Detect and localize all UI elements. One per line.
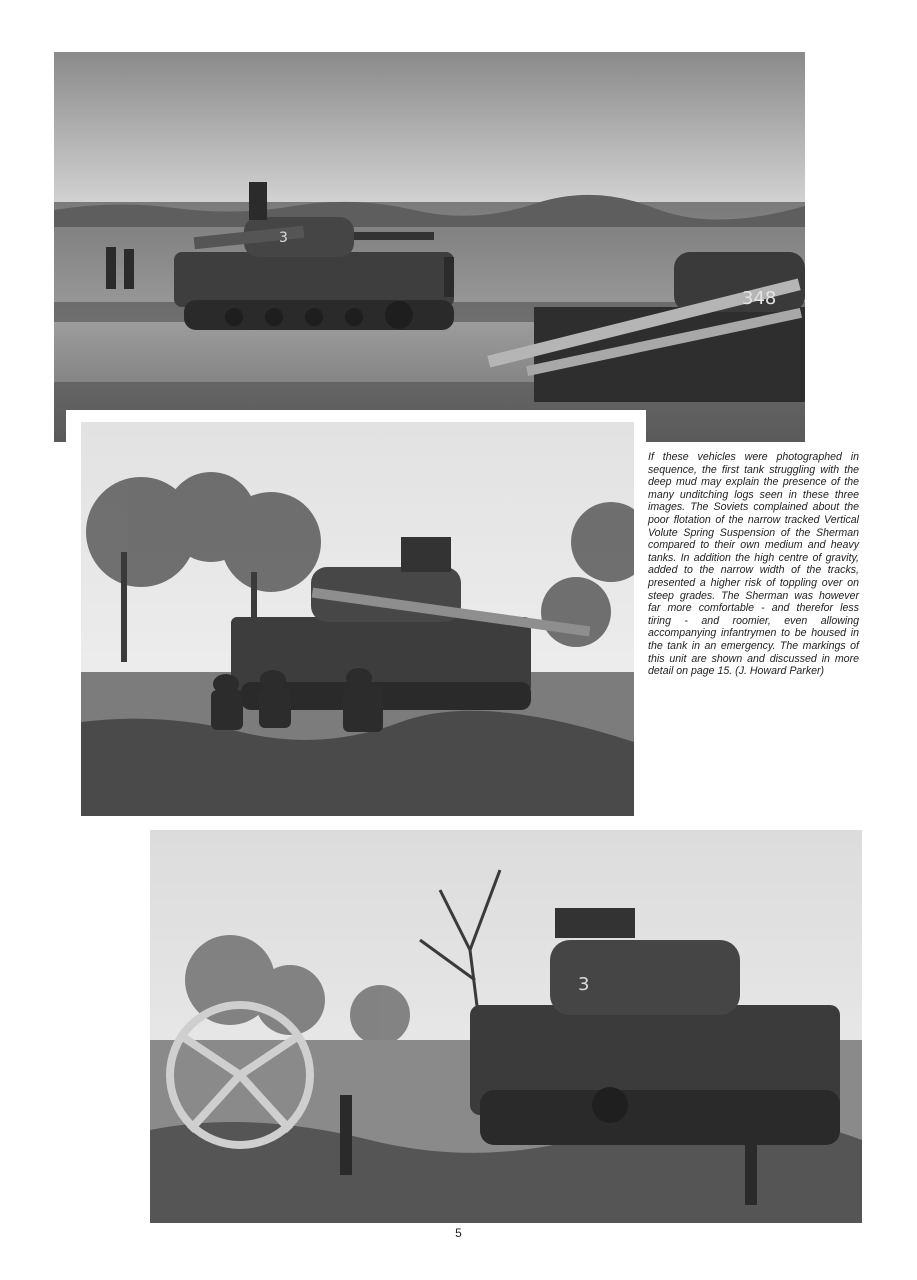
left-turret-number: 3 bbox=[279, 230, 288, 246]
photo-top-shermans-field bbox=[54, 52, 805, 442]
photo-bottom-tank-with-wheel bbox=[150, 830, 862, 1223]
right-turret-number: 348 bbox=[742, 288, 777, 309]
photo-middle-infantry-tank bbox=[81, 422, 634, 816]
photo-caption: If these vehicles were photographed in sequence, the first tank struggling with the deep mud may explain the presence of the many unditching logs seen in these three images. The Soviets complained about the poor flotation of the narrow tracked Vertical Volute Spring Suspension of the Sherman compared to their own medium and heavy tanks. In addition the high centre of gravity, added to the narrow width of the tracks, presented a higher risk of toppling over on steep grades. The Sherman was however far more comfortable - and therefor less tiring - and roomier, even allowing accompanying infantrymen to be housed in the tank in an emergency. The markings of this unit are shown and discussed in more detail on page 15. (J. Howard Parker) bbox=[648, 451, 859, 678]
bottom-turret-number: 3 bbox=[578, 974, 590, 995]
page-number: 5 bbox=[455, 1226, 462, 1240]
